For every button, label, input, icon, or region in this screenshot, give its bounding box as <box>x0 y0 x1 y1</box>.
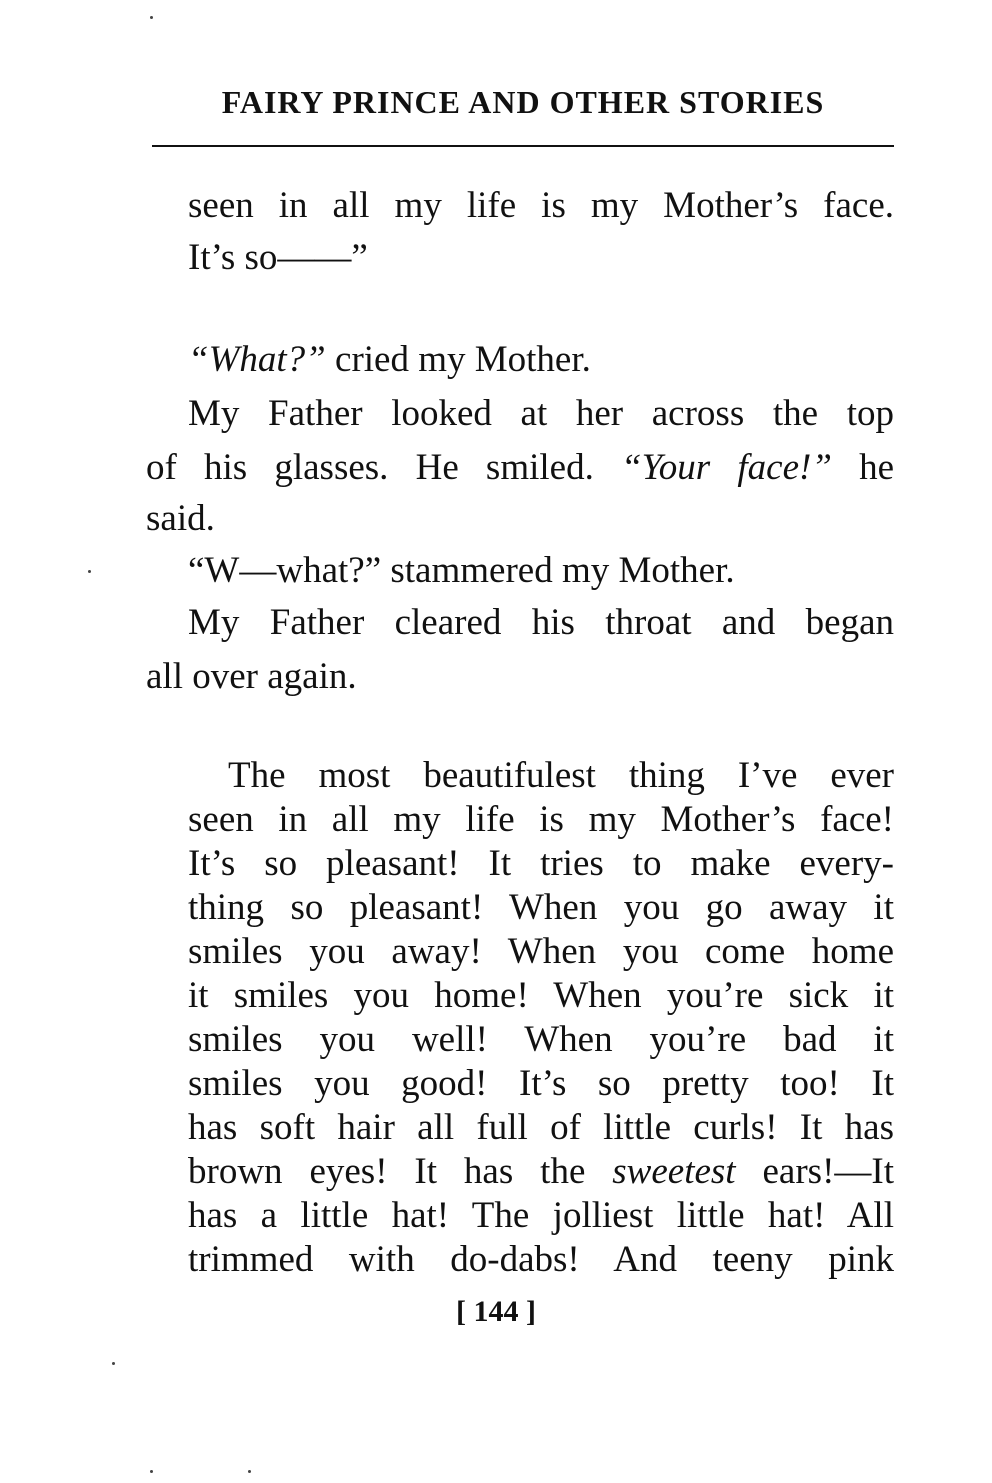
text-line-19: brown eyes! It has the sweetest ears!—It <box>188 1151 894 1192</box>
scan-speck <box>112 1362 115 1365</box>
text-line-8: My Father cleared his throat and began <box>188 602 894 643</box>
page-number: [ 144 ] <box>456 1295 536 1328</box>
text-line-2: It’s so——” <box>188 237 368 278</box>
text-line-20: has a little hat! The jolliest little hat! All <box>188 1195 894 1236</box>
text-line-4: My Father looked at her across the top <box>188 393 894 434</box>
scan-speck <box>248 1470 251 1473</box>
text-line-15: it smiles you home! When you’re sick it <box>188 975 894 1016</box>
text-line-11: seen in all my life is my Mother’s face! <box>188 799 894 840</box>
text-line-18: has soft hair all full of little curls! It has <box>188 1107 894 1148</box>
text-line-12: It’s so pleasant! It tries to make every- <box>188 843 894 884</box>
text-line-1: seen in all my life is my Mother’s face. <box>188 185 894 226</box>
scan-speck <box>88 570 91 573</box>
header-rule <box>152 145 894 147</box>
text-line-3: “What?” cried my Mother. <box>188 339 591 380</box>
text-line-5: of his glasses. He smiled. “Your face!” he <box>146 447 895 488</box>
scan-speck <box>150 1470 153 1473</box>
text-line-7: “W—what?” stammered my Mother. <box>188 550 735 591</box>
text-line-9: all over again. <box>146 656 357 697</box>
text-line-10: The most beautifulest thing I’ve ever <box>228 755 894 796</box>
text-line-16: smiles you well! When you’re bad it <box>188 1019 894 1060</box>
text-line-21: trimmed with do-dabs! And teeny pink <box>188 1239 894 1280</box>
text-line-14: smiles you away! When you come home <box>188 931 894 972</box>
text-line-6: said. <box>146 498 215 539</box>
scan-speck <box>150 16 153 19</box>
text-line-17: smiles you good! It’s so pretty too! It <box>188 1063 894 1104</box>
text-line-13: thing so pleasant! When you go away it <box>188 887 894 928</box>
running-head-title: FAIRY PRINCE AND OTHER STORIES <box>221 84 825 120</box>
